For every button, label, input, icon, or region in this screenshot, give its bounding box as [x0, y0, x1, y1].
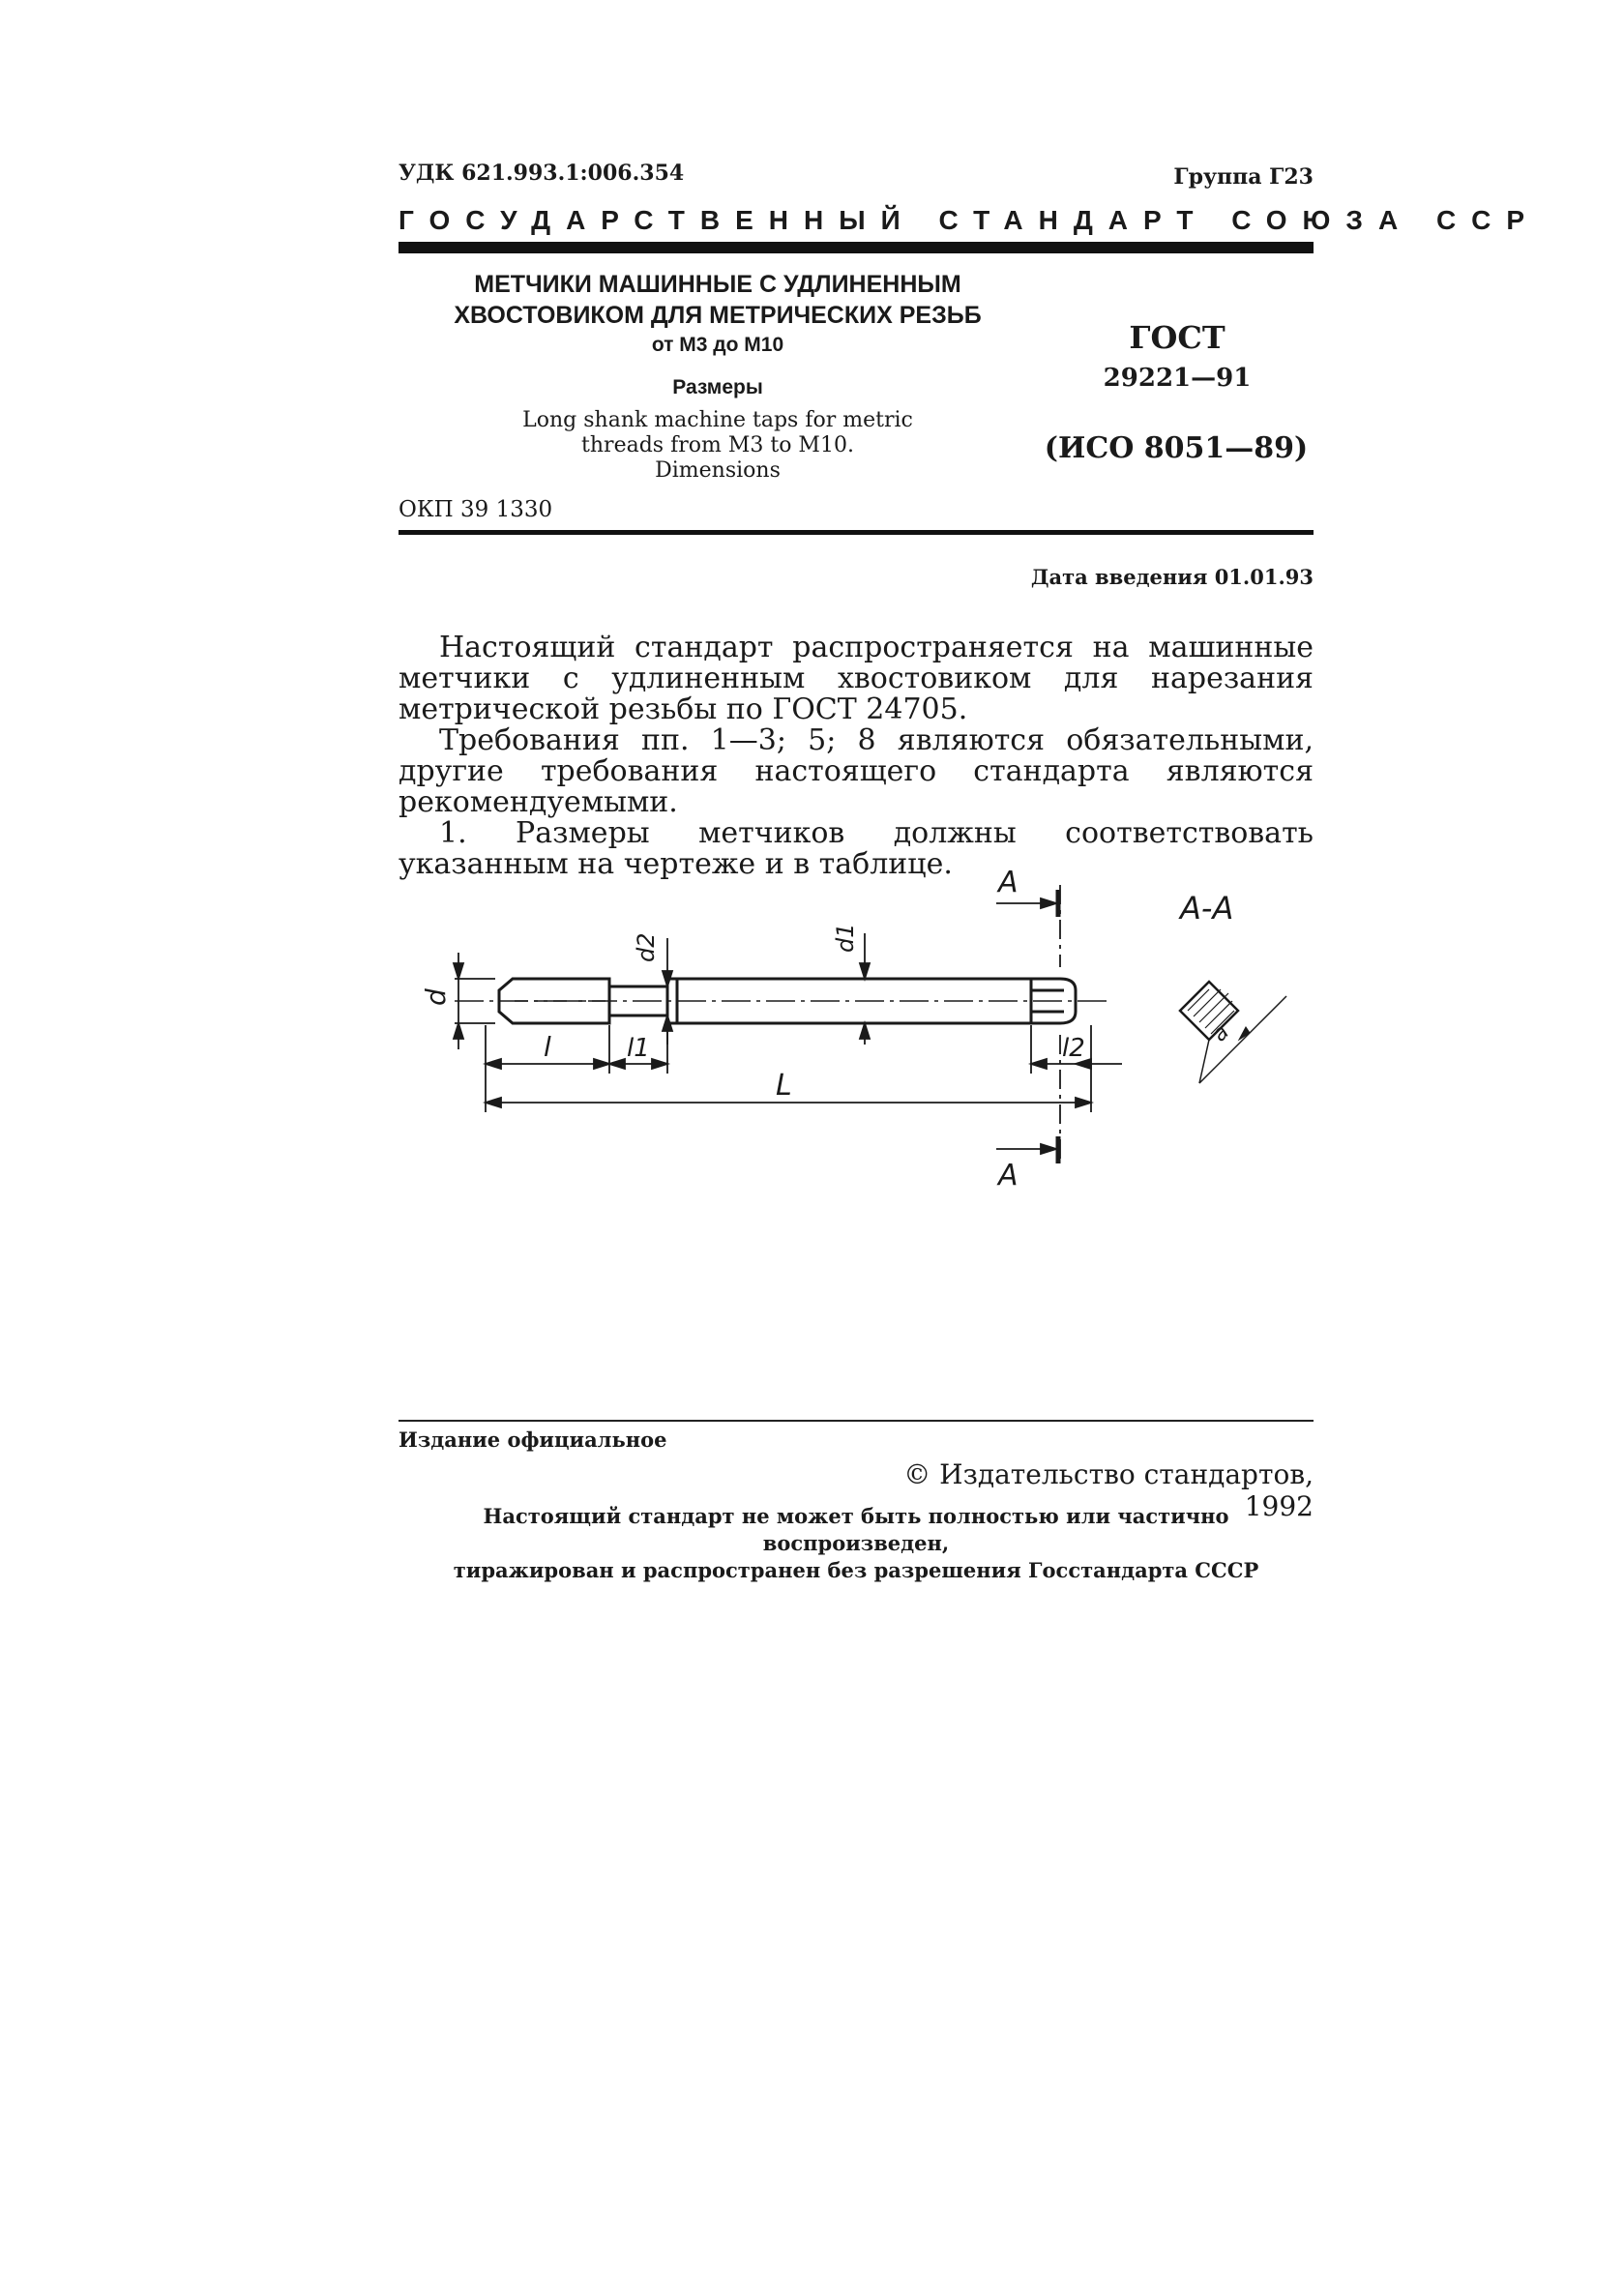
label-d1: d1: [832, 923, 859, 953]
title-ru-line2: ХВОСТОВИКОМ ДЛЯ МЕТРИЧЕСКИХ РЕЗЬБ: [454, 302, 982, 329]
standard-body-heading: ГОСУДАРСТВЕННЫЙ СТАНДАРТ СОЮЗА ССР: [399, 205, 1541, 235]
gost-number: 29221—91: [1103, 364, 1252, 393]
reproduction-notice: [399, 1503, 1314, 1584]
title-ru-line3: от М3 до М10: [651, 334, 784, 356]
group-code: Группа Г23: [1173, 164, 1314, 190]
label-d2: d2: [633, 932, 660, 962]
label-l1: l1: [627, 1034, 650, 1063]
section-view: [1180, 982, 1286, 1083]
label-section-aa: А-А: [1180, 890, 1234, 927]
udc-code: УДК 621.993.1:006.354: [399, 161, 685, 186]
label-l2: l2: [1062, 1034, 1085, 1063]
title-en-line1: Long shank machine taps for metric: [522, 408, 913, 432]
paragraph-requirements: Требования пп. 1—3; 5; 8 являются обязательными, другие требования настоящего стандарта являются рекомендуемыми.: [399, 723, 1314, 819]
gost-label: ГОСТ: [1129, 319, 1225, 356]
subtitle-ru: Размеры: [672, 376, 763, 398]
paragraph-scope: Настоящий стандарт распространяется на машинные метчики с удлиненным хвостовиком для нарезания метрической резьбы по ГОСТ 24705.: [399, 631, 1314, 726]
label-l: l: [544, 1031, 551, 1063]
copyright-line: © Издательство стандартов, 1992: [903, 1458, 1314, 1522]
notice-line2: тиражирован и распространен без разрешения Госстандарта СССР: [453, 1558, 1259, 1582]
title-ru-line1: МЕТЧИКИ МАШИННЫЕ С УДЛИНЕННЫМ: [474, 271, 961, 298]
label-A-bottom: А: [998, 1159, 1019, 1192]
label-a: a: [1207, 1020, 1234, 1047]
label-d: d: [420, 988, 452, 1006]
footer-rule: [399, 1420, 1314, 1422]
label-L: L: [776, 1069, 792, 1103]
iso-reference: (ИСО 8051—89): [1044, 431, 1309, 465]
notice-line1: Настоящий стандарт не может быть полностью или частично воспроизведен,: [483, 1504, 1229, 1555]
edition-note: Издание официальное: [399, 1428, 667, 1452]
okp-code: ОКП 39 1330: [399, 497, 553, 522]
title-en-line2: threads from M3 to M10.: [581, 433, 854, 457]
introduction-date: Дата введения 01.01.93: [1030, 565, 1314, 589]
label-A-top: А: [998, 866, 1019, 899]
title-en-line3: Dimensions: [655, 458, 781, 483]
paragraph-dimensions: 1. Размеры метчиков должны соответствовать указанным на чертеже и в таблице.: [399, 816, 1314, 881]
